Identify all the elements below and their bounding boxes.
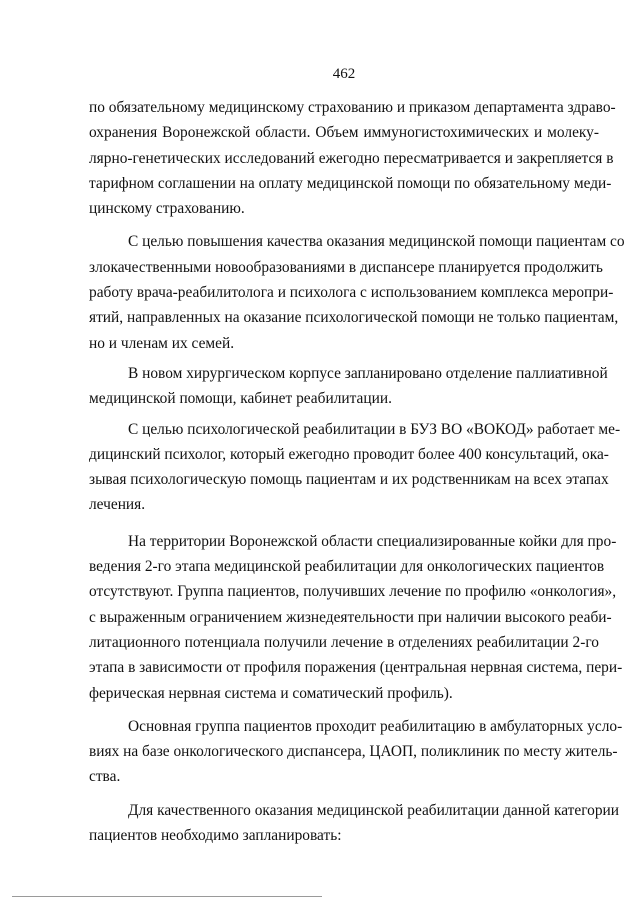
text-line: но и членам их семей.	[89, 334, 235, 352]
paragraph-medical-psychologist	[89, 417, 621, 518]
text-line: ятий, направленных на оказание психологической помощи не только пациентам,	[89, 309, 619, 327]
paragraph-second-stage-rehabilitation	[89, 529, 623, 706]
text-line: С целью психологической реабилитации в БУЗ ВО «ВОКОД» работает ме-	[128, 420, 621, 438]
text-line: лярно-генетических исследований ежегодно пересматривается и закрепляется в	[89, 149, 614, 167]
text-line: Основная группа пациентов проходит реабилитацию в амбулаторных усло-	[128, 717, 623, 735]
text-line: ства.	[89, 768, 121, 786]
text-line: литационного потенциала получили лечение в отделениях реабилитации 2-го	[89, 633, 599, 651]
text-line: тарифном соглашении на оплату медицинской помощи по обязательному меди-	[89, 174, 612, 192]
text-line: зывая психологическую помощь пациентам и их родственникам на всех этапах	[89, 471, 609, 489]
text-line: В новом хирургическом корпусе запланировано отделение паллиативной	[128, 364, 608, 382]
text-line: работу врача-реабилитолога и психолога с использованием комплекса меропри-	[89, 284, 614, 302]
page-number: 462	[332, 66, 356, 82]
text-line: этапа в зависимости от профиля поражения (центральная нервная система, пери-	[89, 659, 623, 677]
body-text	[89, 95, 625, 848]
text-line: пациентов необходимо запланировать:	[89, 827, 342, 845]
text-line: медицинской помощи, кабинет реабилитации.	[89, 390, 392, 408]
text-line: отсутствуют. Группа пациентов, получивших лечение по профилю «онкология»,	[89, 583, 617, 601]
text-line: С целью повышения качества оказания медицинской помощи пациентам со	[128, 233, 625, 251]
text-line: виях на базе онкологического диспансера, ЦАОП, поликлиник по месту житель-	[89, 743, 618, 761]
text-line: ведения 2-го этапа медицинской реабилитации для онкологических пациентов	[89, 558, 605, 576]
text-line: дицинский психолог, который ежегодно проводит более 400 консультаций, ока-	[89, 445, 609, 463]
paragraph-planning-intro	[89, 798, 620, 849]
text-line: лечения.	[89, 496, 146, 514]
text-line: злокачественными новообразованиями в диспансере планируется продолжить	[89, 258, 603, 276]
paragraph-outpatient-rehabilitation	[89, 714, 623, 790]
text-line: цинскому страхованию.	[89, 200, 245, 218]
paragraph-palliative-department	[89, 361, 608, 412]
text-line: ферическая нервная система и соматический профиль).	[89, 684, 453, 702]
paragraph-rehabilitologist-psychologist	[89, 229, 625, 355]
text-line: охранения Воронежской области. Объем иммуногистохимических и молеку-	[89, 124, 599, 142]
paragraph-insurance-continuation	[89, 95, 616, 221]
text-line: На территории Воронежской области специализированные койки для про-	[128, 532, 617, 550]
text-line: с выраженным ограничением жизнедеятельности при наличии высокого реаби-	[89, 608, 612, 626]
text-line: по обязательному медицинскому страхованию и приказом департамента здраво-	[89, 99, 616, 116]
text-line: Для качественного оказания медицинской реабилитации данной категории	[128, 801, 620, 819]
footer-divider	[12, 896, 322, 897]
